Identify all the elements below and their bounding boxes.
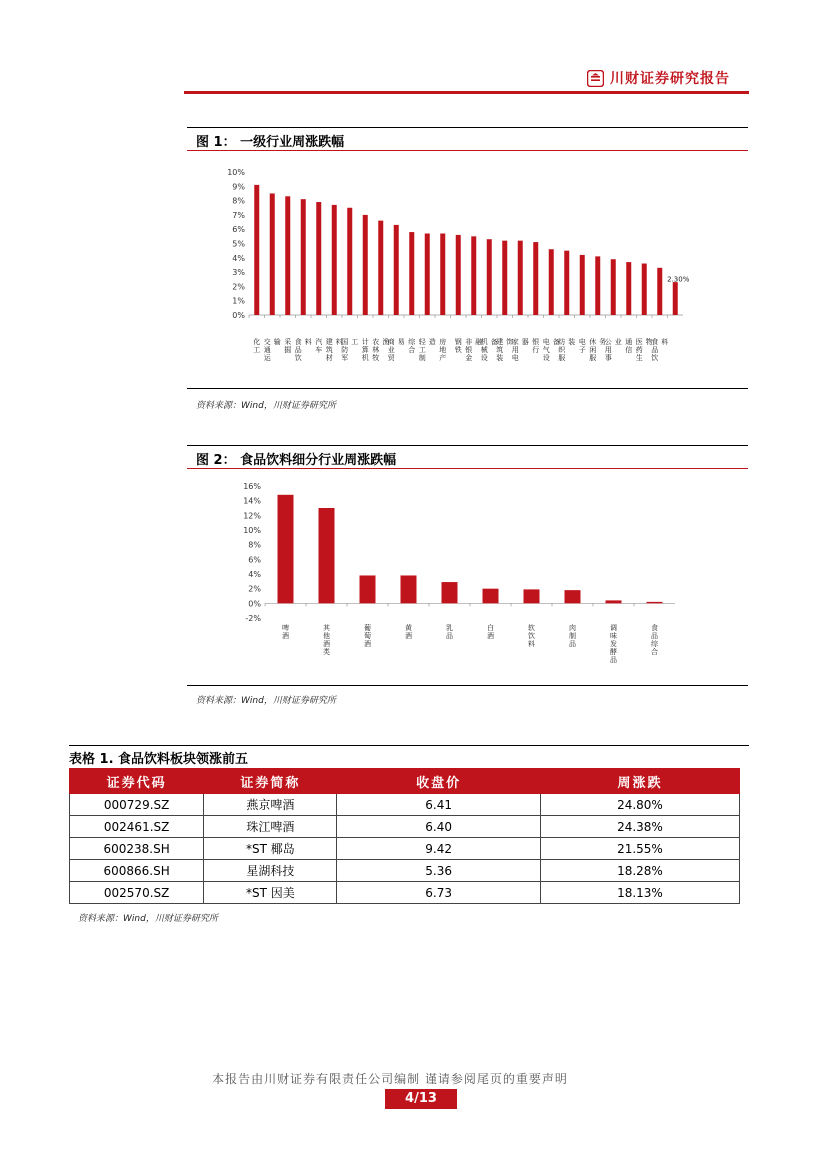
bar-data-label: 2.30% bbox=[667, 275, 690, 284]
figure2-source: 资料来源：Wind，川财证券研究所 bbox=[196, 696, 336, 706]
y-tick-label: 2% bbox=[232, 282, 245, 292]
header-close: 收盘价 bbox=[337, 769, 540, 794]
table-top-rule bbox=[69, 745, 749, 746]
x-tick-label: 交通运输 bbox=[263, 338, 281, 362]
x-tick-label: 食品饮料 bbox=[294, 338, 312, 362]
chart-bar bbox=[642, 264, 647, 315]
chart-bar bbox=[316, 202, 321, 315]
y-tick-label: 9% bbox=[232, 182, 245, 192]
y-tick-label: 1% bbox=[232, 296, 245, 306]
cell-close: 6.73 bbox=[337, 882, 540, 904]
x-tick-label: 肉制品 bbox=[569, 624, 576, 648]
chart-bar bbox=[673, 282, 678, 315]
y-tick-label: -2% bbox=[245, 614, 261, 623]
x-tick-label: 纺织服装 bbox=[558, 338, 576, 362]
chart-bar bbox=[564, 251, 569, 315]
x-tick-label: 建筑装饰 bbox=[496, 338, 514, 362]
y-tick-label: 3% bbox=[232, 268, 245, 278]
figure1-title-rule bbox=[187, 150, 748, 151]
chart-bar bbox=[657, 268, 662, 315]
table-title: 表格 1. 食品饮料板块领涨前五 bbox=[69, 752, 249, 767]
cell-close: 5.36 bbox=[337, 860, 540, 882]
table-source: 资料来源：Wind，川财证券研究所 bbox=[78, 914, 218, 924]
chart-bar bbox=[595, 256, 600, 315]
table-row bbox=[70, 794, 740, 816]
chart-bar bbox=[285, 196, 290, 315]
chart-bar bbox=[647, 602, 663, 603]
x-tick-label: 机械设备 bbox=[480, 338, 498, 362]
x-tick-label: 化工 bbox=[253, 338, 261, 354]
x-tick-label: 黄酒 bbox=[405, 624, 412, 640]
chart-bar bbox=[360, 575, 376, 603]
cell-code: 002570.SZ bbox=[70, 882, 204, 904]
cell-close: 9.42 bbox=[337, 838, 540, 860]
y-tick-label: 16% bbox=[243, 482, 261, 491]
x-tick-label: 商业贸易 bbox=[387, 338, 405, 362]
figure2-title-rule bbox=[187, 468, 748, 469]
table-row bbox=[70, 882, 740, 904]
cell-change: 18.13% bbox=[540, 882, 739, 904]
chart-bar bbox=[487, 239, 492, 315]
x-tick-label: 通信 bbox=[625, 338, 633, 354]
chart-bar bbox=[549, 249, 554, 315]
table-row bbox=[70, 838, 740, 860]
y-tick-label: 7% bbox=[232, 210, 245, 220]
chart-bar bbox=[319, 508, 335, 603]
chart-bar bbox=[347, 208, 352, 315]
header-name: 证券简称 bbox=[204, 769, 337, 794]
x-tick-label: 葡萄酒 bbox=[364, 624, 371, 648]
chart-bar bbox=[409, 232, 414, 315]
chart-bar bbox=[502, 241, 507, 315]
chart-bar bbox=[301, 199, 306, 315]
figure1-bar-chart bbox=[187, 152, 748, 387]
y-tick-label: 14% bbox=[243, 496, 261, 506]
cell-name: *ST 椰岛 bbox=[204, 838, 337, 860]
y-tick-label: 12% bbox=[243, 511, 261, 521]
cell-close: 6.40 bbox=[337, 816, 540, 838]
x-tick-label: 家用电器 bbox=[511, 338, 529, 362]
figure2-title: 图 2： 食品饮料细分行业周涨跌幅 bbox=[196, 453, 397, 468]
figure1-top-rule bbox=[187, 127, 748, 128]
chart-bar bbox=[626, 262, 631, 315]
chart-bar bbox=[580, 255, 585, 315]
figure1-bottom-rule bbox=[187, 388, 748, 389]
chart-bar bbox=[394, 225, 399, 315]
x-tick-label: 计算机 bbox=[361, 338, 369, 362]
x-tick-label: 轻工制造 bbox=[418, 338, 436, 362]
chart-bar bbox=[533, 242, 538, 315]
footer-disclaimer: 本报告由川财证券有限责任公司编制 谨请参阅尾页的重要声明 bbox=[212, 1072, 568, 1086]
chart-bar bbox=[278, 495, 294, 604]
header-code: 证券代码 bbox=[70, 769, 204, 794]
chart-bar bbox=[565, 590, 581, 603]
x-tick-label: 汽车 bbox=[315, 338, 323, 354]
y-tick-label: 10% bbox=[227, 168, 245, 177]
x-tick-label: 调味发酵品 bbox=[610, 624, 617, 664]
chart-bar bbox=[471, 236, 476, 315]
cell-code: 600238.SH bbox=[70, 838, 204, 860]
cell-name: 珠江啤酒 bbox=[204, 816, 337, 838]
cell-name: *ST 因美 bbox=[204, 882, 337, 904]
figure1-source: 资料来源：Wind，川财证券研究所 bbox=[196, 401, 336, 411]
y-tick-label: 8% bbox=[232, 196, 245, 206]
y-tick-label: 5% bbox=[232, 239, 245, 249]
header-change: 周涨跌 bbox=[540, 769, 739, 794]
y-tick-label: 6% bbox=[248, 555, 261, 565]
x-tick-label: 建筑材料 bbox=[325, 338, 343, 362]
cell-code: 002461.SZ bbox=[70, 816, 204, 838]
header-rule bbox=[184, 91, 749, 94]
chart-bar bbox=[606, 600, 622, 603]
chart-bar bbox=[401, 575, 417, 603]
cell-code: 600866.SH bbox=[70, 860, 204, 882]
x-tick-label: 综合 bbox=[408, 338, 416, 354]
x-tick-label: 休闲服务 bbox=[589, 338, 607, 362]
table-header-row bbox=[70, 769, 740, 794]
y-tick-label: 4% bbox=[232, 253, 245, 263]
y-tick-label: 0% bbox=[232, 311, 245, 320]
x-tick-label: 白酒 bbox=[487, 624, 494, 640]
figure2-top-rule bbox=[187, 445, 748, 446]
cell-change: 24.80% bbox=[540, 794, 739, 816]
x-tick-label: 国防军工 bbox=[341, 338, 359, 362]
brand-logo-icon bbox=[587, 70, 604, 87]
chart-bar bbox=[440, 233, 445, 315]
cell-code: 000729.SZ bbox=[70, 794, 204, 816]
x-tick-label: 房地产 bbox=[439, 338, 447, 362]
chart-bar bbox=[456, 235, 461, 315]
chart-bar bbox=[378, 221, 383, 315]
cell-change: 24.38% bbox=[540, 816, 739, 838]
table-row bbox=[70, 816, 740, 838]
chart-bar bbox=[442, 582, 458, 603]
x-tick-label: 乳品 bbox=[446, 624, 453, 640]
chart-bar bbox=[524, 589, 540, 603]
x-tick-label: 农林牧渔 bbox=[372, 338, 390, 362]
y-tick-label: 10% bbox=[243, 526, 261, 535]
x-tick-label: 啤酒 bbox=[282, 624, 289, 640]
chart-bar bbox=[425, 233, 430, 315]
figure2-bottom-rule bbox=[187, 685, 748, 686]
x-tick-label: 软饮料 bbox=[528, 624, 535, 648]
x-tick-label: 其他酒类 bbox=[323, 624, 330, 656]
figure1-title: 图 1： 一级行业周涨跌幅 bbox=[196, 135, 345, 150]
cell-change: 21.55% bbox=[540, 838, 739, 860]
table-row bbox=[70, 860, 740, 882]
y-tick-label: 2% bbox=[248, 584, 261, 594]
y-tick-label: 0% bbox=[248, 599, 261, 609]
cell-close: 6.41 bbox=[337, 794, 540, 816]
page-number: 4/13 bbox=[385, 1089, 457, 1109]
y-tick-label: 8% bbox=[248, 540, 261, 550]
cell-name: 星湖科技 bbox=[204, 860, 337, 882]
chart-bar bbox=[611, 259, 616, 315]
x-tick-label: 电气设备 bbox=[542, 338, 560, 362]
chart-bar bbox=[270, 193, 275, 315]
y-tick-label: 4% bbox=[248, 570, 261, 579]
x-tick-label: 非银金融 bbox=[465, 338, 483, 362]
x-tick-label: 采掘 bbox=[284, 338, 292, 354]
cell-change: 18.28% bbox=[540, 860, 739, 882]
chart-bar bbox=[363, 215, 368, 315]
report-header-title: 川财证券研究报告 bbox=[610, 71, 730, 87]
x-tick-label: 食品饮料 bbox=[651, 338, 669, 362]
x-tick-label: 银行 bbox=[532, 338, 540, 354]
y-tick-label: 6% bbox=[232, 225, 245, 235]
x-tick-label: 电子 bbox=[578, 338, 586, 354]
chart-bar bbox=[332, 205, 337, 315]
top-gainers-table bbox=[69, 768, 740, 904]
chart-bar bbox=[254, 185, 259, 315]
x-tick-label: 食品综合 bbox=[651, 624, 658, 656]
figure2-bar-chart bbox=[187, 470, 748, 682]
x-tick-label: 钢铁 bbox=[454, 338, 462, 354]
x-tick-label: 公用事业 bbox=[604, 338, 622, 362]
cell-name: 燕京啤酒 bbox=[204, 794, 337, 816]
chart-bar bbox=[518, 241, 523, 315]
chart-bar bbox=[483, 589, 499, 604]
x-tick-label: 医药生物 bbox=[635, 338, 653, 362]
